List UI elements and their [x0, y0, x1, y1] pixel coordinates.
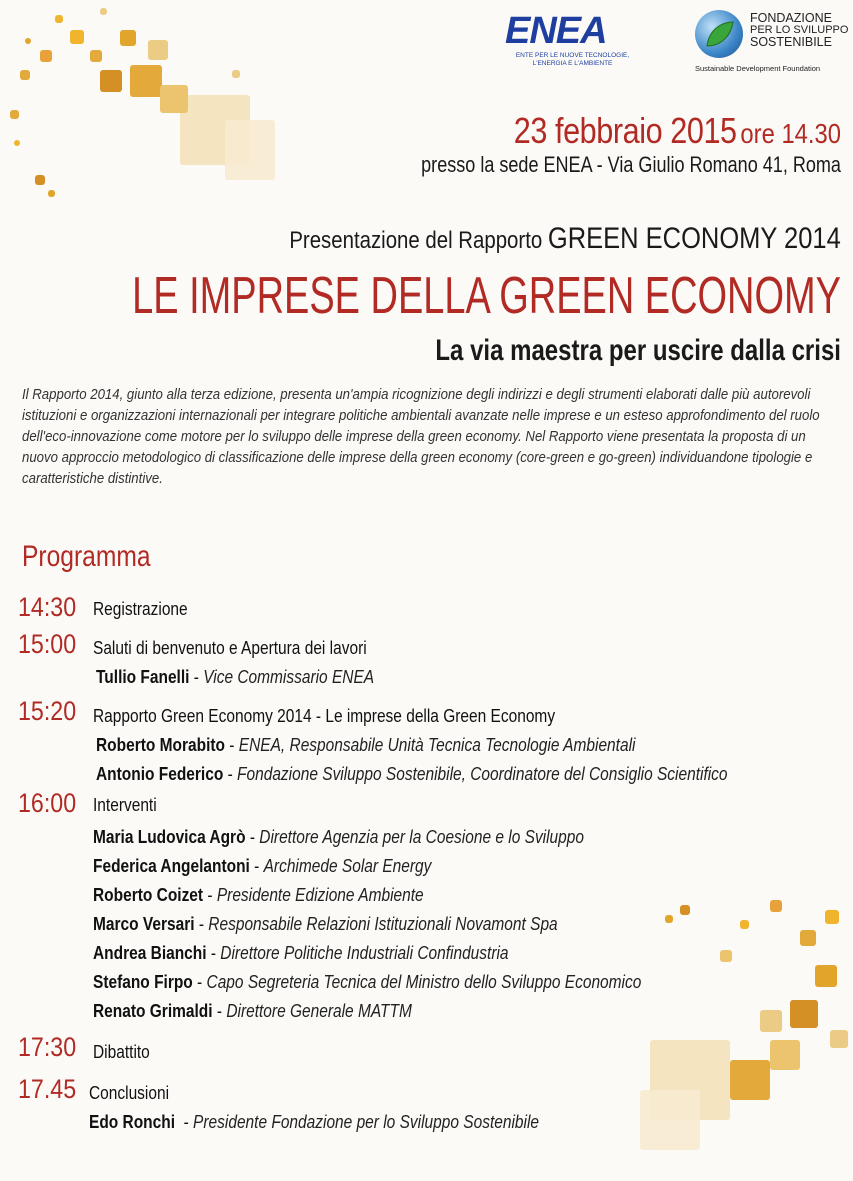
programma-heading-text: Programma	[22, 540, 151, 573]
enea-logo-subtitle	[505, 52, 640, 68]
speaker-role: Direttore Agenzia per la Coesione e lo Sviluppo	[259, 827, 585, 847]
event-date-line	[456, 110, 841, 152]
intro-text: Il Rapporto 2014, giunto alla terza edizione, presenta un'ampia ricognizione degli indirizzi e degli strumenti elaborati dalle più autorevoli istituzioni e organizzazioni internazionali per integrare politiche ambientali avanzate nelle imprese e un esteso approfondimento del ruolo dell'eco-innovazione come motore per lo sviluppo delle imprese della green economy. Nel Rapporto viene presentata la proposta di un nuovo approccio metodologico di classificazione delle imprese della green economy (core-green e go-green) individuandone tipologie e caratteristiche distintive.	[22, 386, 820, 487]
speaker-name: Edo Ronchi	[89, 1112, 175, 1132]
fondazione-line3: SOSTENIBILE	[750, 35, 832, 49]
speaker-role: Direttore Generale MATTM	[226, 1001, 412, 1021]
schedule-time: 16:00	[18, 788, 77, 818]
presentation-prefix: Presentazione del Rapporto	[289, 227, 543, 254]
schedule-time: 17.45	[18, 1074, 77, 1104]
speaker-row: Stefano Firpo - Capo Segreteria Tecnica del Ministro dello Sviluppo Economico	[93, 972, 642, 992]
event-date: 23 febbraio 2015	[513, 110, 737, 151]
schedule-label: Rapporto Green Economy 2014 - Le imprese della Green Economy	[93, 706, 556, 726]
speaker-row: Marco Versari - Responsabile Relazioni Istituzionali Novamont Spa	[93, 914, 558, 934]
enea-logo	[505, 12, 640, 68]
speaker-name: Andrea Bianchi	[93, 943, 207, 963]
speaker-role: Capo Segreteria Tecnica del Ministro dello Sviluppo Economico	[206, 972, 642, 992]
schedule-label: Interventi	[93, 795, 157, 815]
speaker-name: Renato Grimaldi	[93, 1001, 213, 1021]
fondazione-line1: FONDAZIONE	[750, 11, 832, 25]
page-subtitle	[334, 334, 841, 368]
page-subtitle-text: La via maestra per uscire dalla crisi	[435, 334, 841, 367]
speaker-name: Roberto Morabito	[96, 735, 225, 755]
fondazione-english: Sustainable Development Foundation	[695, 64, 821, 73]
page-title-text: LE IMPRESE DELLA GREEN ECONOMY	[132, 267, 841, 325]
programma-heading	[22, 540, 179, 574]
schedule-time: 14:30	[18, 592, 77, 622]
schedule-label: Dibattito	[93, 1042, 150, 1062]
speaker-name: Federica Angelantoni	[93, 856, 250, 876]
schedule-label: Conclusioni	[89, 1083, 170, 1103]
speaker-role: ENEA, Responsabile Unità Tecnica Tecnologie Ambientali	[238, 735, 636, 755]
enea-subtitle-line1: ENTE PER LE NUOVE TECNOLOGIE,	[515, 52, 630, 59]
event-venue-text: presso la sede ENEA - Via Giulio Romano 41, Roma	[421, 152, 841, 177]
speaker-role: Presidente Edizione Ambiente	[216, 885, 424, 905]
fondazione-line2: PER LO SVILUPPO	[750, 24, 849, 36]
speaker-row: Edo Ronchi - Presidente Fondazione per lo Sviluppo Sostenibile	[89, 1112, 540, 1132]
speaker-name: Antonio Federico	[96, 764, 224, 784]
speaker-name: Roberto Coizet	[93, 885, 204, 905]
decorative-squares-top	[0, 0, 290, 210]
speaker-role: Direttore Politiche Industriali Confindustria	[220, 943, 509, 963]
event-venue	[329, 152, 841, 178]
speaker-row: Tullio Fanelli - Vice Commissario ENEA	[96, 667, 375, 687]
speaker-role: Archimede Solar Energy	[263, 856, 432, 876]
fondazione-name	[750, 12, 848, 48]
speaker-name: Maria Ludovica Agrò	[93, 827, 246, 847]
programma-schedule	[0, 590, 853, 1150]
speaker-row: Renato Grimaldi - Direttore Generale MATTM	[93, 1001, 412, 1021]
schedule-time: 17:30	[18, 1032, 77, 1062]
speaker-row: Antonio Federico - Fondazione Sviluppo Sostenibile, Coordinatore del Consiglio Scientifico	[96, 764, 728, 784]
schedule-label: Saluti di benvenuto e Apertura dei lavori	[93, 638, 367, 658]
schedule-time: 15:00	[18, 629, 77, 659]
page-title	[0, 266, 841, 326]
speaker-row: Federica Angelantoni - Archimede Solar Energy	[93, 856, 432, 876]
speaker-row: Roberto Coizet - Presidente Edizione Ambiente	[93, 885, 424, 905]
speaker-row: Roberto Morabito - ENEA, Responsabile Unità Tecnica Tecnologie Ambientali	[96, 735, 636, 755]
speaker-name: Marco Versari	[93, 914, 195, 934]
schedule-time: 15:20	[18, 696, 77, 726]
intro-paragraph	[22, 384, 844, 489]
speaker-role: Vice Commissario ENEA	[203, 667, 375, 687]
speaker-row: Maria Ludovica Agrò - Direttore Agenzia per la Coesione e lo Sviluppo	[93, 827, 585, 847]
speaker-row: Andrea Bianchi - Direttore Politiche Industriali Confindustria	[93, 943, 509, 963]
fondazione-logo	[695, 10, 850, 76]
event-time: ore 14.30	[740, 118, 841, 149]
speaker-role: Responsabile Relazioni Istituzionali Novamont Spa	[208, 914, 558, 934]
schedule-label: Registrazione	[93, 599, 188, 619]
speaker-name: Tullio Fanelli	[96, 667, 190, 687]
speaker-role: Presidente Fondazione per lo Sviluppo Sostenibile	[193, 1112, 540, 1132]
speaker-name: Stefano Firpo	[93, 972, 193, 992]
enea-subtitle-line2: L'ENERGIA E L'AMBIENTE	[532, 60, 613, 67]
enea-logo-word: ENEA	[505, 10, 607, 52]
globe-leaf-icon	[695, 10, 743, 58]
presentation-report: GREEN ECONOMY 2014	[548, 222, 841, 255]
presentation-line	[192, 222, 841, 256]
speaker-role: Fondazione Sviluppo Sostenibile, Coordinatore del Consiglio Scientifico	[237, 764, 728, 784]
